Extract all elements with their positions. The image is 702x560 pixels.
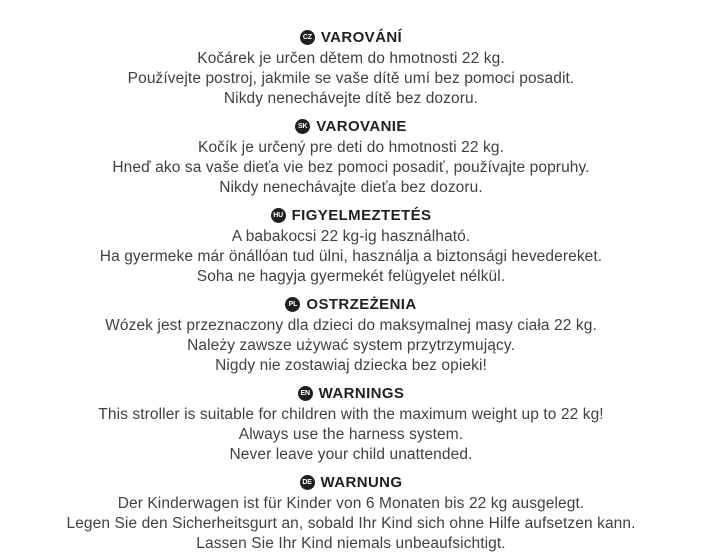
warning-line: Nikdy nenechávajte dieťa bez dozoru.	[219, 179, 483, 196]
warning-line: Kočárek je určen dětem do hmotnosti 22 kg.	[197, 50, 505, 67]
warning-line: Należy zawsze używać system przytrzymujący.	[187, 337, 515, 354]
warning-line: This stroller is suitable for children with the maximum weight up to 22 kg!	[98, 406, 604, 423]
warning-section-en	[0, 383, 702, 465]
warning-line: Legen Sie den Sicherheitsgurt an, sobald Ihr Kind sich ohne Hilfe aufsetzen kann.	[66, 515, 636, 532]
warning-line: Never leave your child unattended.	[229, 446, 473, 463]
lang-badge-hu: HU	[271, 208, 286, 223]
warning-line: Soha ne hagyja gyermekét felügyelet nélkül.	[196, 268, 506, 285]
warning-line: Always use the harness system.	[238, 426, 464, 443]
warning-title-sk: VAROVANIE	[316, 117, 407, 135]
warning-heading-sk	[0, 116, 702, 136]
lang-badge-en: EN	[298, 386, 313, 401]
warning-title-cz: VAROVÁNÍ	[320, 28, 403, 46]
warning-title-hu: FIGYELMEZTETÉS	[291, 206, 432, 224]
warning-line: Der Kinderwagen ist für Kinder von 6 Monaten bis 22 kg ausgelegt.	[117, 495, 585, 512]
warning-line: Lassen Sie Ihr Kind niemals unbeaufsichtigt.	[196, 535, 506, 552]
warning-heading-cz	[0, 27, 702, 47]
warning-heading-en	[0, 383, 702, 403]
lang-badge-cz: CZ	[300, 30, 315, 45]
warning-line: Wózek jest przeznaczony dla dzieci do maksymalnej masy ciała 22 kg.	[105, 317, 597, 334]
warning-title-en: WARNINGS	[318, 384, 405, 402]
warning-section-sk	[0, 116, 702, 198]
warning-line: Kočík je určený pre deti do hmotnosti 22 kg.	[198, 139, 504, 156]
warning-section-pl	[0, 294, 702, 376]
warning-heading-de	[0, 472, 702, 492]
warning-line: Nigdy nie zostawiaj dziecka bez opieki!	[215, 357, 487, 374]
warning-title-pl: OSTRZEŻENIA	[306, 295, 417, 313]
warning-line: Používejte postroj, jakmile se vaše dítě umí bez pomoci posadit.	[127, 70, 575, 87]
warning-section-de	[0, 472, 702, 554]
warning-line: Hneď ako sa vaše dieťa vie bez pomoci posadiť, používajte popruhy.	[112, 159, 590, 176]
warning-line: Nikdy nenechávejte dítě bez dozoru.	[223, 90, 479, 107]
warning-heading-pl	[0, 294, 702, 314]
warning-line: Ha gyermeke már önállóan tud ülni, használja a biztonsági hevedereket.	[99, 248, 603, 265]
lang-badge-sk: SK	[295, 119, 310, 134]
warning-section-hu	[0, 205, 702, 287]
lang-badge-de: DE	[300, 475, 315, 490]
warning-line: A babakocsi 22 kg-ig használható.	[231, 228, 471, 245]
lang-badge-pl: PL	[285, 297, 300, 312]
warning-title-de: WARNUNG	[320, 473, 403, 491]
warning-section-cz	[0, 27, 702, 109]
warning-heading-hu	[0, 205, 702, 225]
